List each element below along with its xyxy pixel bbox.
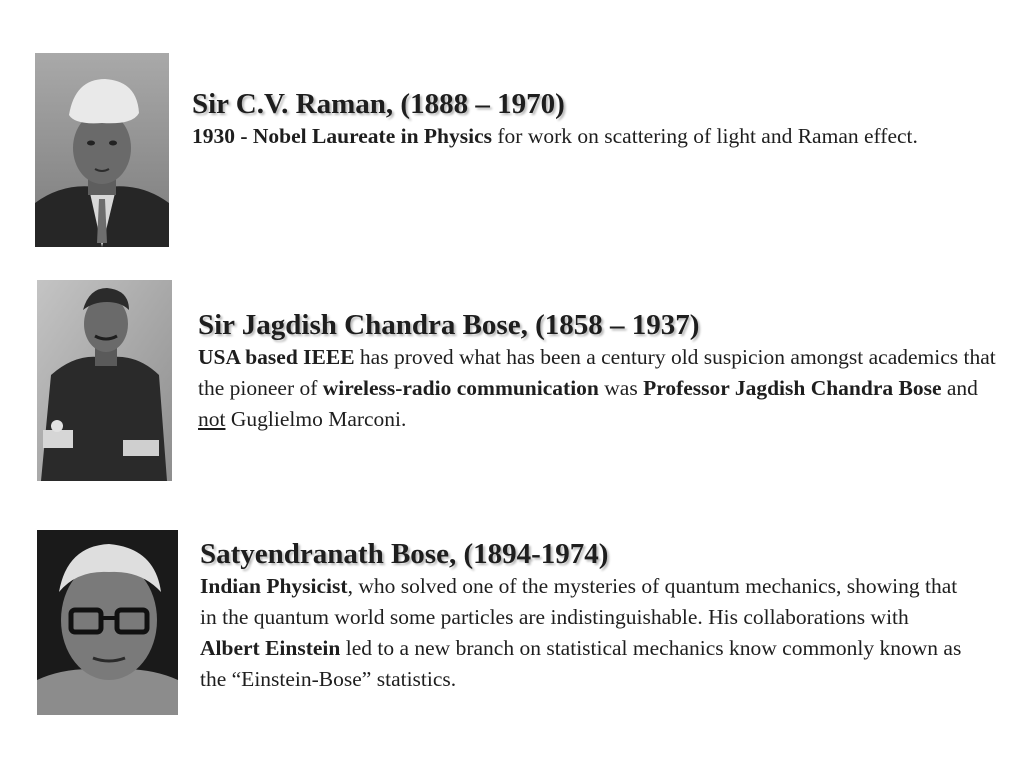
text-segment: led to a new branch on statistical mechanics know commonly known as the “Einstein-Bose” statistics. [200, 636, 962, 691]
entry-description [200, 571, 970, 695]
text-segment: not [198, 407, 226, 431]
entry-title: Sir C.V. Raman, (1888 – 1970) [192, 88, 565, 120]
text-segment: USA based IEEE [198, 345, 355, 369]
entry-title: Satyendranath Bose, (1894-1974) [200, 538, 609, 570]
entry-description [192, 121, 992, 152]
text-segment: and [941, 376, 978, 400]
text-segment: has proved what has been a century old suspicion amongst academics that the pioneer of [198, 345, 996, 400]
entry-description [198, 342, 998, 435]
text-segment: Professor Jagdish Chandra Bose [643, 376, 942, 400]
text-segment: wireless-radio communication [322, 376, 599, 400]
text-segment: was [598, 376, 644, 400]
text-segment: Guglielmo Marconi. [225, 407, 407, 431]
text-segment: for work on scattering of light and Raman effect. [492, 124, 918, 148]
sn-bose-portrait [37, 530, 178, 715]
raman-portrait [35, 53, 169, 247]
entry-jc-bose [198, 308, 998, 435]
text-segment: Indian Physicist [200, 574, 348, 598]
entry-title: Sir Jagdish Chandra Bose, (1858 – 1937) [198, 309, 700, 341]
entry-raman [192, 87, 992, 152]
text-segment: Albert Einstein [200, 636, 341, 660]
text-segment: 1930 - Nobel Laureate in Physics [192, 124, 493, 148]
jc-bose-portrait [37, 280, 172, 481]
text-segment: , who solved one of the mysteries of quantum mechanics, showing that in the quantum world some particles are indistinguishable. His collaborations with [200, 574, 958, 629]
entry-sn-bose [200, 537, 970, 695]
